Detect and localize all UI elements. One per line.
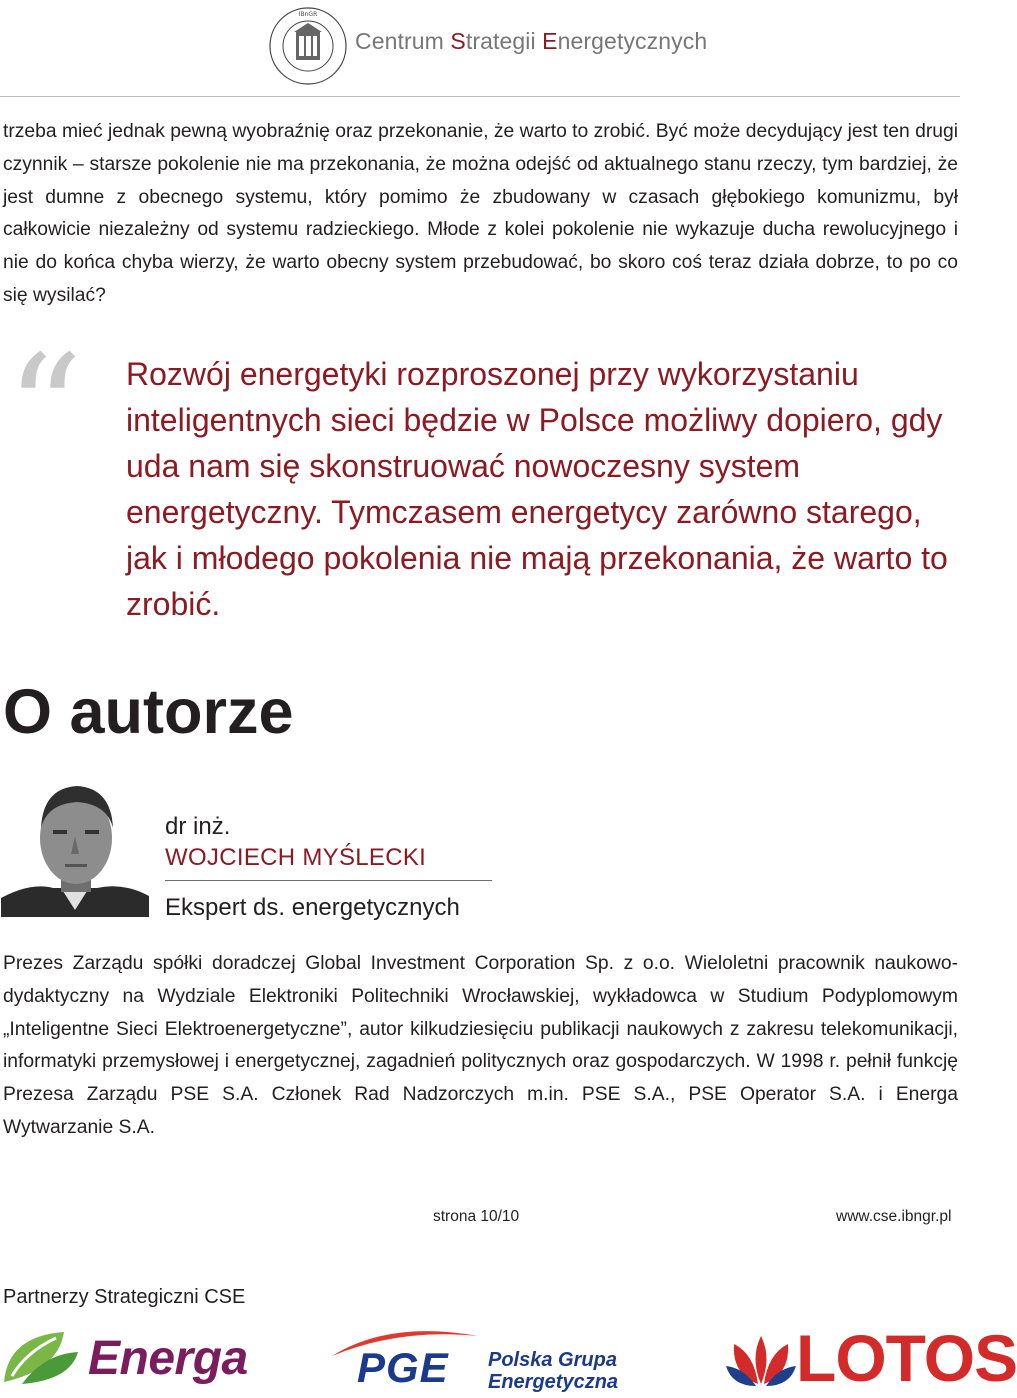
lotos-logo-text: LOTOS [796,1321,1017,1395]
energa-leaf-icon [0,1326,82,1388]
quote-mark-icon: “ [6,324,83,498]
pge-company-name [488,1349,618,1393]
author-title-prefix: dr inż. [165,813,231,840]
author-name: WOJCIECH MYŚLECKI [165,844,427,871]
pge-name-line2: Energetyczna [488,1371,619,1393]
pull-quote: Rozwój energetyki rozproszonej przy wykorzystaniu inteligentnych sieci będzie w Polsce możliwy dopiero, gdy uda nam się skonstruować nowoczesny system energetyczny. Tymczasem energetycy zarówno starego, jak i młodego pokolenia nie mają przekonania, że warto to zrobić. [126,356,948,622]
lotos-flower-icon [724,1330,798,1388]
author-photo [1,770,149,917]
header-divider [0,96,960,97]
brand-initial-s: S [450,28,466,54]
site-url[interactable]: www.cse.ibngr.pl [836,1208,952,1225]
brand-text: nergetycznych [557,28,708,54]
author-heading: O autorze [3,677,294,747]
pge-logo-text: PGE [357,1344,449,1391]
author-role: Ekspert ds. energetycznych [165,894,460,921]
pge-name-line1: Polska Grupa [488,1349,617,1371]
energa-logo-text: Energa [88,1332,248,1385]
author-bio: Prezes Zarządu spółki doradczej Global Investment Corporation Sp. z o.o. Wieloletni pracownik naukowo-dydaktyczny na Wydziale Elektroniki Politechniki Wrocławskiej, wykładowca w Studium Podyplomowym „Inteligentne Sieci Elektroenergetyczne”, autor kilkudziesięciu publikacji naukowych z zakresu telekomunikacji, informatyki przemysłowej i energetycznej, zagadnień politycznych oraz gospodarczych. W 1998 r. pełnił funkcję Prezesa Zarządu PSE S.A. Członek Rad Nadzorczych m.in. PSE S.A., PSE Operator S.A. i Energa Wytwarzanie S.A. [3,953,958,1138]
page-number: strona 10/10 [433,1208,520,1225]
partners-title: Partnerzy Strategiczni CSE [3,1286,246,1308]
article-paragraph: trzeba mieć jednak pewną wyobraźnię oraz przekonanie, że warto to zrobić. Być może decydujący jest ten drugi czynnik – starsze pokolenie nie ma przekonania, że można odejść od aktualnego stanu rzeczy, tym bardziej, że jest dumne z obecnego systemu, który pomimo że zbudowany w czasach głębokiego komunizmu, był całkowicie niezależny od systemu radzieckiego. Młode z kolei pokolenie nie wykazuje ducha rewolucyjnego i nie do końca chyba wierzy, że warto obecny system przebudować, bo skoro coś teraz działa dobrze, to po co się wysilać? [3,121,958,306]
institute-seal-logo [268,6,348,86]
brand-text: trategii [465,28,543,54]
brand-initial-e: E [542,28,558,54]
brand-title [355,28,707,55]
svg-text:IBnGR: IBnGR [298,11,318,18]
author-name-divider [165,880,492,881]
brand-text: Centrum [355,28,451,54]
